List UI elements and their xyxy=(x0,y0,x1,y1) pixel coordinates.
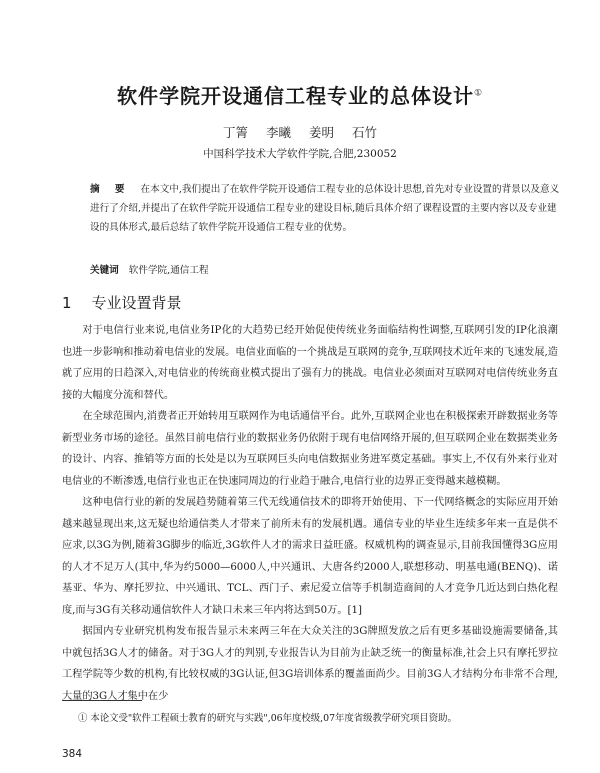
section-title: 专业设置背景 xyxy=(91,294,182,312)
abstract-text: 在本文中,我们提出了在软件学院开设通信工程专业的总体设计思想,首先对专业设置的背景以及意义进行了介绍,并提出了在软件学院开设通信工程专业的建设目标,随后具体介绍了课程设置的主要内容以及专业建设的具体形式,最后总结了软件学院开设通信工程专业的优势。 xyxy=(90,184,560,233)
keywords-text: 软件学院,通信工程 xyxy=(128,265,209,276)
section-heading xyxy=(62,292,182,313)
paragraph: 在全球范围内,消费者正开始转用互联网作为电话通信平台。此外,互联网企业也在积极探索开辟数据业务等新型业务市场的途径。虽然目前电信行业的数据业务仍依附于现有电信网络开展的,但互联网企业在数据类业务的设计、内容、推销等方面的长处是以为互联网巨头向电信数据业务进军奠定基础。事实上,不仅有外来行业对电信业的不断渗透,电信行业也正在快速同周边的行业趋于融合,电信行业的边界正变得越来越模糊。 xyxy=(62,411,558,487)
paper-title xyxy=(60,80,540,109)
abstract xyxy=(90,180,560,237)
title-footnote-mark: ① xyxy=(473,88,484,99)
keywords xyxy=(90,262,209,276)
title-text: 软件学院开设通信工程专业的总体设计 xyxy=(116,84,474,108)
abstract-label: 摘 要 xyxy=(90,184,131,195)
keywords-label: 关键词 xyxy=(90,265,119,276)
paragraph: 对于电信行业来说,电信业务IP化的大趋势已经开始促使传统业务面临结构性调整,互联网引发的IP化浪潮也进一步影响和推动着电信业的发展。电信业面临的一个挑战是互联网的竞争,互联网技术近年来的飞速发展,造就了应用的日趋深入,对电信业的传统商业模式提出了强有力的挑战。电信业必须面对互联网对电信传统业务直接的大幅度分流和替代。 xyxy=(62,325,558,401)
paragraph: 据国内专业研究机构发布报告显示未来两三年在大众关注的3G牌照发放之后有更多基础设施需要储备,其中就包括3G人才的储备。对于3G人才的判别,专业报告认为目前为止缺乏统一的衡量标准,社会上只有摩托罗拉工程学院等少数的机构,有比较权威的3G认证,但3G培训体系的覆盖面尚少。目前3G人才结构分布非常不合理,大量的3G人才集中在少 xyxy=(62,626,558,702)
body-text xyxy=(62,320,558,707)
footnote: ① 本论文受"软件工程硕士教育的研究与实践",06年度校级,07年度省级教学研究项目资助。 xyxy=(78,713,457,724)
author-list: 丁箐 李曦 姜明 石竹 xyxy=(223,125,377,140)
footnote-divider xyxy=(62,700,142,701)
affiliation: 中国科学技术大学软件学院,合肥,230052 xyxy=(203,148,397,160)
section-number: 1 xyxy=(62,294,72,312)
page-number: 384 xyxy=(62,748,83,760)
paragraph: 这种电信行业的新的发展趋势随着第三代无线通信技术的即将开始使用、下一代网络概念的实际应用开始越来越显现出来,这无疑也给通信类人才带来了前所未有的发展机遇。通信专业的毕业生连续多年来一直是供不应求,以3G为例,随着3G脚步的临近,3G软件人才的需求日益旺盛。权威机构的调查显示,目前我国懂得3G应用的人才不足万人(其中,华为约5000—6000人,中兴通讯、大唐各约2000人,联想移动、明基电通(BENQ)、诺基亚、华为、摩托罗拉、中兴通讯、TCL、西门子、索尼爱立信等手机制造商间的人才竞争几近达到白热化程度,而与3G有关移动通信软件人才缺口未来三年内将达到50万。[1] xyxy=(62,497,558,616)
